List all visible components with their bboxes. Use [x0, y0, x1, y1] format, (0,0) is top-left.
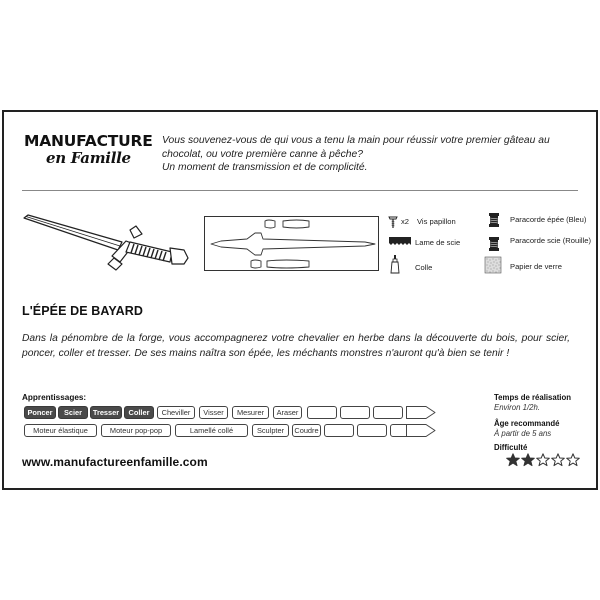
learnings-row-2 — [24, 424, 444, 437]
intro-line-2: Un moment de transmission et de complicité. — [162, 162, 368, 174]
learnings-row-1 — [24, 406, 444, 419]
skill-chip: Mesurer — [232, 406, 269, 419]
age-value: À partir de 5 ans — [494, 429, 552, 438]
papier-label: Papier de verre — [510, 262, 562, 271]
skill-chip: Moteur pop-pop — [101, 424, 171, 437]
empty-skill-slot — [324, 424, 354, 437]
skill-chip: Lamellé collé — [175, 424, 248, 437]
skill-chip: Visser — [199, 406, 228, 419]
glue-bottle-icon — [390, 254, 400, 274]
age-label: Âge recommandé — [494, 419, 560, 428]
divider — [22, 190, 578, 191]
website-link[interactable]: www.manufactureenfamille.com — [22, 455, 208, 469]
intro-line-1: Vous souvenez-vous de qui vous a tenu la main pour réussir votre premier gâteau au chocolat, ou votre première canne à pêche? — [162, 135, 550, 160]
star-empty-icon — [551, 453, 565, 467]
logo-wordmark-bottom: en Famille — [46, 149, 131, 167]
colle-label: Colle — [415, 263, 433, 272]
star-empty-icon — [566, 453, 580, 467]
learnings-title: Apprentissages: — [22, 393, 87, 402]
skill-chip: Coudre — [292, 424, 321, 437]
skill-chip: Scier — [58, 406, 88, 419]
paracorde-rouille-label: Paracorde scie (Rouille) — [510, 236, 592, 245]
empty-skill-slot — [357, 424, 387, 437]
difficulty-label: Difficulté — [494, 443, 528, 452]
wing-screw-icon — [388, 215, 398, 229]
product-description: Dans la pénombre de la forge, vous accompagnerez votre chevalier en herbe dans la découverte du bois, pour scier, poncer, coller et tresser. De ses mains naîtra son épée, les méchants monstres n'auront qu'à bien se tenir ! — [22, 333, 570, 359]
star-filled-icon — [521, 453, 535, 467]
brand-logo — [24, 132, 153, 182]
vis-count: x2 — [401, 217, 410, 226]
sword-illustration — [22, 204, 192, 274]
empty-skill-slot — [340, 406, 370, 419]
time-value: Environ 1/2h. — [494, 403, 540, 412]
paracorde-bleu-label: Paracorde épée (Bleu) — [510, 215, 587, 224]
empty-skill-slot — [307, 406, 337, 419]
saw-blade-icon — [388, 236, 412, 246]
skill-chip: Tresser — [90, 406, 122, 419]
template-pieces — [205, 217, 380, 272]
time-label: Temps de réalisation — [494, 393, 571, 402]
skill-chip: Cheviller — [157, 406, 195, 419]
skill-chip: Moteur élastique — [24, 424, 97, 437]
cutting-template — [204, 216, 379, 271]
skill-chip: Araser — [273, 406, 302, 419]
star-filled-icon — [506, 453, 520, 467]
cord-spool-icon — [488, 212, 500, 228]
logo-wordmark-top: MANUFACTURE — [24, 132, 153, 150]
lame-label: Lame de scie — [415, 238, 461, 247]
info-age — [494, 419, 559, 438]
cord-spool-icon — [488, 236, 500, 252]
skill-chip: Coller — [124, 406, 154, 419]
info-difficulty — [494, 443, 527, 452]
pencil-tip-icon — [406, 424, 436, 437]
intro-text — [162, 134, 587, 175]
star-empty-icon — [536, 453, 550, 467]
empty-skill-slot — [373, 406, 403, 419]
product-card — [2, 110, 598, 490]
vis-label: Vis papillon — [417, 217, 456, 226]
sandpaper-icon — [484, 256, 502, 274]
info-time — [494, 393, 571, 412]
product-title: L'ÉPÉE DE BAYARD — [22, 304, 144, 318]
pencil-tip-icon — [406, 406, 436, 419]
skill-chip: Sculpter — [252, 424, 289, 437]
skill-chip: Poncer — [24, 406, 56, 419]
